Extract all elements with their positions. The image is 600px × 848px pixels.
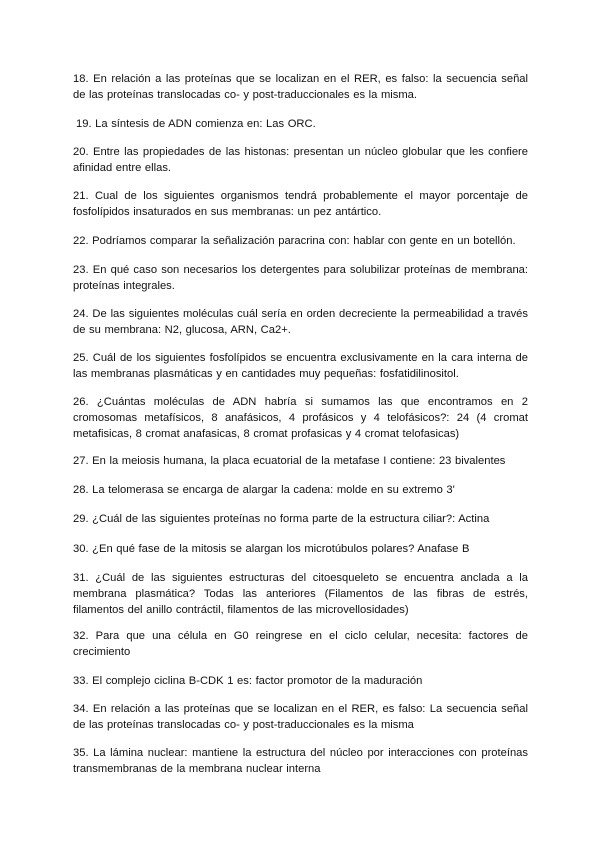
question-25: 25. Cuál de los siguientes fosfolípidos se encuentra exclusivamente en la cara interna de las membranas plasmáticas y en cantidades muy pequeñas: fosfatidilinositol. bbox=[73, 352, 528, 380]
question-35: 35. La lámina nuclear: mantiene la estructura del núcleo por interacciones con proteínas transmembranas de la membrana nuclear interna bbox=[73, 747, 528, 775]
question-18: 18. En relación a las proteínas que se localizan en el RER, es falso: la secuencia señal de las proteínas translocadas co- y post-traduccionales es la misma. bbox=[73, 73, 528, 101]
question-34: 34. En relación a las proteínas que se localizan en el RER, es falso: La secuencia señal de las proteínas translocadas co- y post-traduccionales es la misma bbox=[73, 703, 528, 731]
question-22: 22. Podríamos comparar la señalización paracrina con: hablar con gente en un botellón. bbox=[73, 235, 516, 247]
question-30: 30. ¿En qué fase de la mitosis se alargan los microtúbulos polares? Anafase B bbox=[73, 543, 470, 555]
question-21: 21. Cual de los siguientes organismos tendrá probablemente el mayor porcentaje de fosfolípidos insaturados en sus membranas: un pez antártico. bbox=[73, 190, 528, 218]
question-29: 29. ¿Cuál de las siguientes proteínas no forma parte de la estructura ciliar?: Actina bbox=[73, 513, 490, 525]
question-33: 33. El complejo ciclina B-CDK 1 es: factor promotor de la maduración bbox=[73, 675, 423, 687]
question-23: 23. En qué caso son necesarios los detergentes para solubilizar proteínas de membrana: proteínas integrales. bbox=[73, 264, 528, 292]
question-19: 19. La síntesis de ADN comienza en: Las ORC. bbox=[76, 118, 316, 130]
question-32: 32. Para que una célula en G0 reingrese en el ciclo celular, necesita: factores de crecimiento bbox=[73, 630, 528, 658]
question-24: 24. De las siguientes moléculas cuál sería en orden decreciente la permeabilidad a través de su membrana: N2, glucosa, ARN, Ca2+. bbox=[73, 308, 528, 336]
question-31: 31. ¿Cuál de las siguientes estructuras del citoesqueleto se encuentra anclada a la membrana plasmática? Todas las anteriores (Filamentos de las fibras de estrés, filamentos del anillo contráctil, filamentos de las microvellosidades) bbox=[73, 572, 528, 616]
question-28: 28. La telomerasa se encarga de alargar la cadena: molde en su extremo 3' bbox=[73, 484, 455, 496]
question-27: 27. En la meiosis humana, la placa ecuatorial de la metafase I contiene: 23 bivalentes bbox=[73, 455, 506, 467]
question-20: 20. Entre las propiedades de las histonas: presentan un núcleo globular que les confiere afinidad entre ellas. bbox=[73, 146, 528, 174]
question-26: 26. ¿Cuántas moléculas de ADN habría si sumamos las que encontramos en 2 cromosomas metafísicos, 8 anafásicos, 4 profásicos y 4 telofásicos?: 24 (4 cromat metafisicas, 8 cromat anafasicas, 8 cromat profasicas y 4 cromat telofasicas) bbox=[73, 396, 528, 440]
